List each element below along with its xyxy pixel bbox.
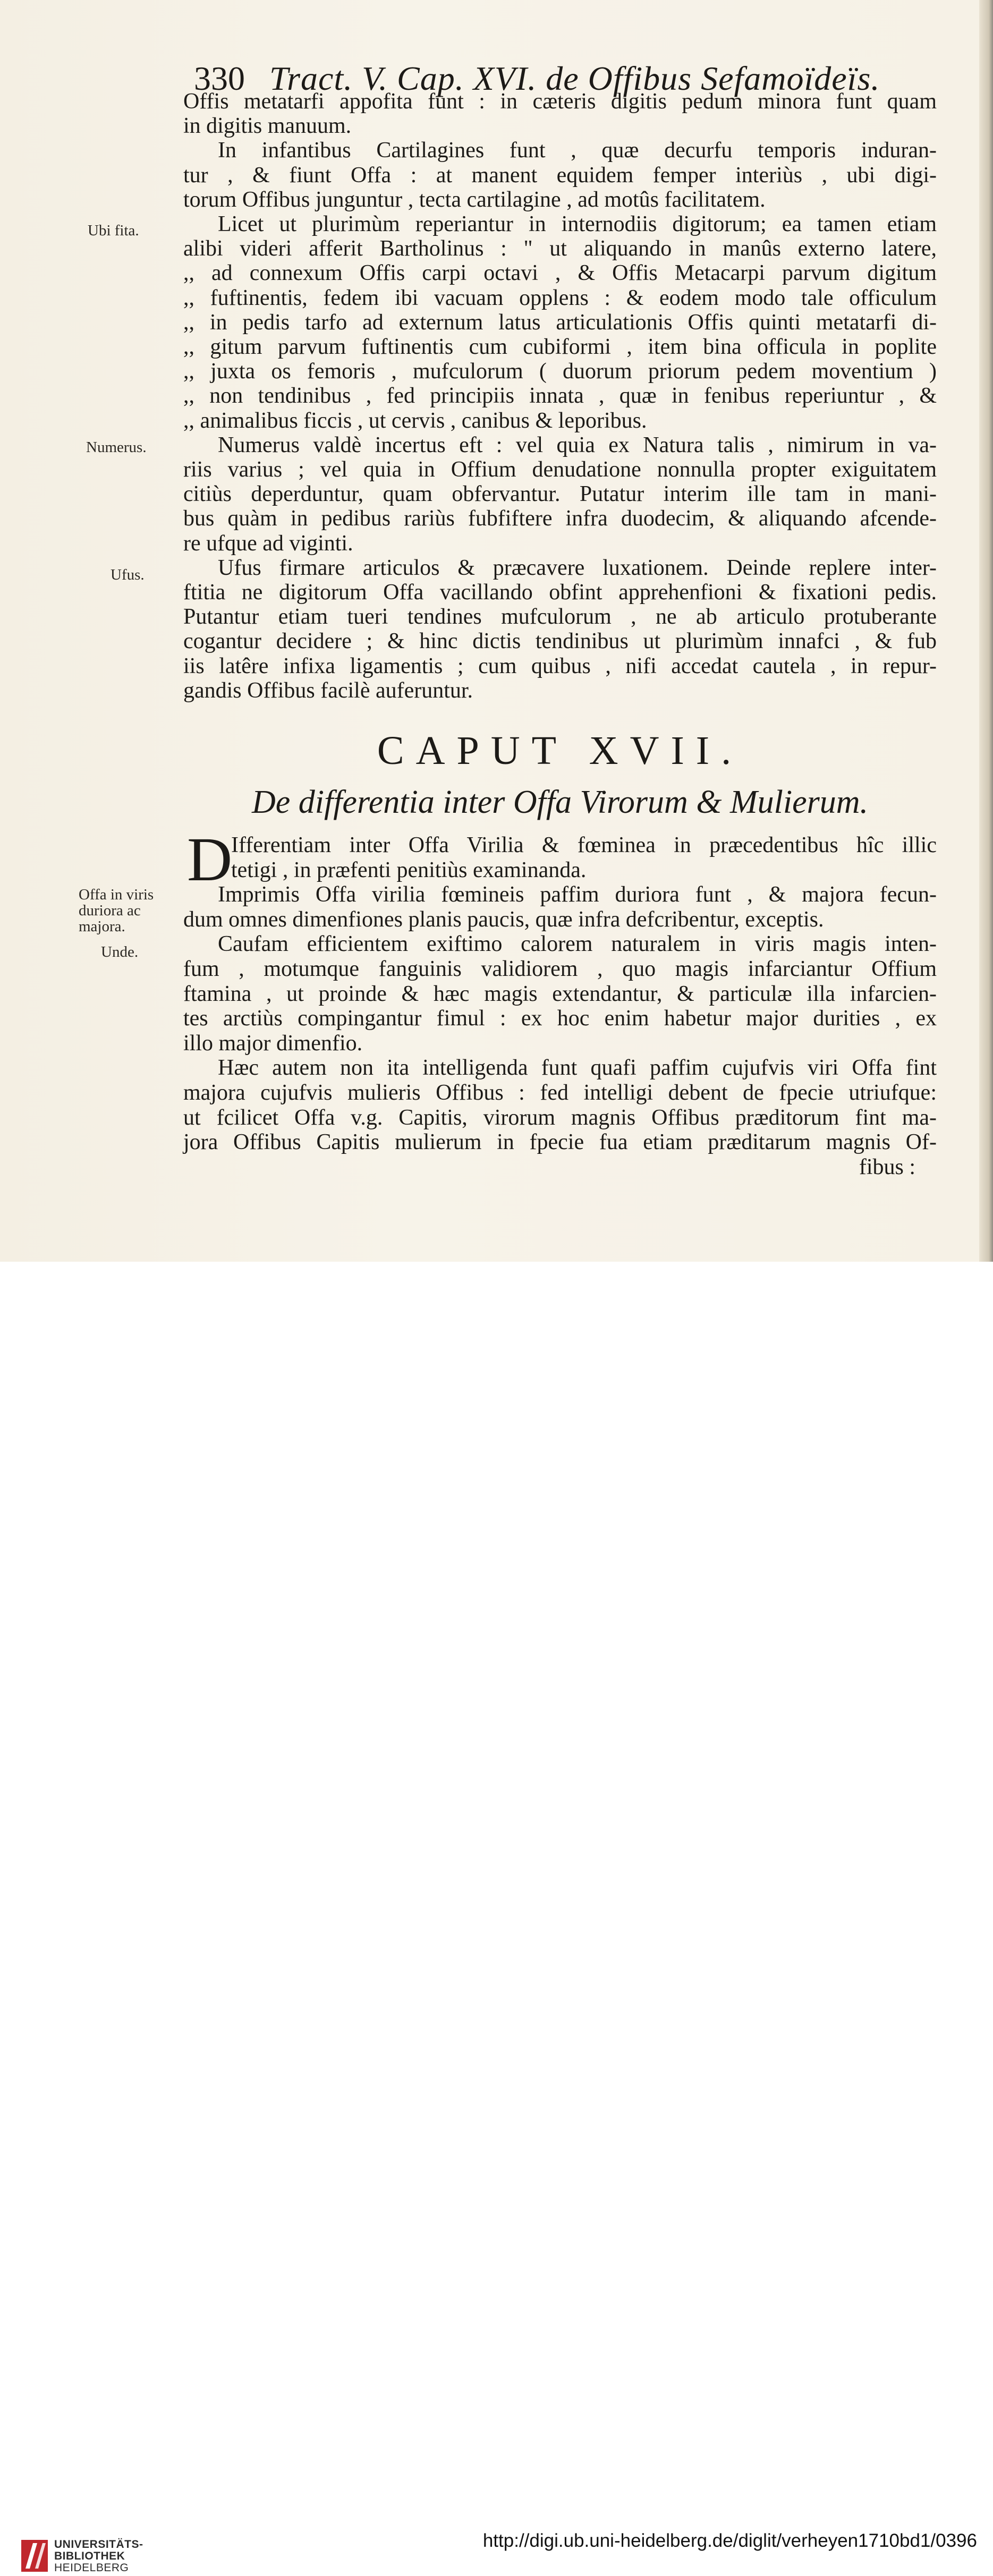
text-line: Offis metatarfi appofita funt : in cæteris digitis pedum minora funt quam — [183, 89, 937, 114]
text-line: citiùs deperduntur, quam obfervantur. Putatur interim ille tam in mani- — [183, 482, 937, 507]
text-line: dum omnes dimenfiones planis paucis, quæ infra defcribentur, exceptis. — [183, 907, 824, 932]
text-line: majora cujufvis mulieris Offibus : fed intelligi debent de fpecie utriufque: — [183, 1080, 937, 1105]
chapter-heading: CAPUT XVII. — [377, 728, 743, 773]
text-line: riis varius ; vel quia in Offium denudatione nonnulla propter exiguitatem — [183, 457, 937, 482]
text-line: re ufque ad viginti. — [183, 531, 353, 556]
text-line: in digitis manuum. — [183, 114, 352, 139]
margin-note-ubi-sita: Ubi fita. — [88, 222, 139, 239]
text-line: Imprimis Offa virilia fœmineis paffim duriora funt , & majora fecun- — [218, 882, 937, 907]
text-line: ,, fuftinentis, fedem ibi vacuam opplens : & eodem modo tale officulum — [183, 285, 937, 310]
paragraph-9 — [183, 1056, 937, 1179]
text-line: Hæc autem non ita intelligenda funt quafi paffim cujufvis viri Offa fint — [218, 1056, 937, 1081]
text-line: ,, in pedis tarfo ad externum latus articulationis Offis quinti metatarfi di- — [183, 310, 937, 335]
running-title: Tract. V. Cap. XVI. de Offibus Sefamoïdeïs. — [269, 59, 880, 97]
text-line: Putantur etiam tueri tendines mufculorum , ne ab articulo protuberante — [183, 605, 937, 630]
text-line: In infantibus Cartilagines funt , quæ decurfu temporis induran- — [218, 138, 937, 163]
library-name — [54, 2539, 143, 2574]
margin-note-offa-viris-3: majora. — [79, 918, 125, 935]
library-name-line-2: BIBLIOTHEK — [54, 2550, 125, 2562]
paragraph-1 — [183, 89, 937, 138]
text-line: ,, non tendinibus , fed principiis innata , quæ in fenibus reperiuntur , & — [183, 384, 937, 409]
text-line: iis latêre infixa ligamentis ; cum quibus , nifi accedat cautela , in repur- — [183, 653, 937, 678]
text-line: tes arctiùs compingantur fimul : ex hoc enim habetur major durities , ex — [183, 1006, 937, 1031]
paragraph-6 — [183, 833, 937, 882]
text-line: alibi videri afferit Bartholinus : " ut aliquando in manûs externo latere, — [183, 236, 937, 261]
margin-note-usus: Ufus. — [111, 566, 145, 583]
margin-note-offa-viris-1: Offa in viris — [79, 886, 154, 903]
paragraph-5 — [183, 556, 937, 703]
library-logo-icon — [21, 2536, 48, 2576]
chapter-subtitle: De differentia inter Offa Virorum & Mulierum. — [251, 784, 869, 820]
text-line: ut fcilicet Offa v.g. Capitis, virorum magnis Offibus præditorum fint ma- — [183, 1105, 937, 1130]
text-line: ,, ad connexum Offis carpi octavi , & Offis Metacarpi parvum digitum — [183, 261, 937, 286]
text-line: tetigi , in præfenti penitiùs examinanda. — [231, 857, 587, 882]
text-line: ftamina , ut proinde & hæc magis extendantur, & particulæ illa infarcien- — [183, 981, 937, 1006]
paragraph-4 — [183, 433, 937, 556]
text-line: fum , motumque fanguinis validiorem , quo magis infarciantur Offium — [183, 956, 937, 981]
library-name-line-3: HEIDELBERG — [54, 2562, 129, 2574]
margin-note-numerus: Numerus. — [86, 439, 147, 456]
text-line: Ifferentiam inter Offa Virilia & fœminea in præcedentibus hîc illic — [231, 833, 937, 857]
text-line: fibus : — [859, 1154, 915, 1179]
body-text-section-2 — [183, 824, 937, 1179]
text-line: ,, juxta os femoris , mufculorum ( duorum priorum pedem moventium ) — [183, 359, 937, 384]
page-number: 330 — [194, 59, 245, 97]
text-line: Licet ut plurimùm reperiantur in internodiis digitorum; ea tamen etiam — [218, 212, 937, 237]
text-line: cogantur decidere ; & hinc dictis tendinibus ut plurimùm innafci , & fub — [183, 629, 937, 654]
text-line: illo major dimenfio. — [183, 1031, 363, 1056]
margin-note-offa-viris-2: duriora ac — [79, 902, 141, 919]
page-edge-shadow — [979, 0, 993, 1262]
text-line: tur , & fiunt Offa : at manent equidem femper interiùs , ubi digi- — [183, 163, 937, 188]
text-line: gandis Offibus facilè auferuntur. — [183, 678, 473, 703]
paragraph-2 — [183, 138, 937, 212]
text-line: torum Offibus junguntur , tecta cartilagine , ad motûs facilitatem. — [183, 187, 766, 212]
text-line: ,, gitum parvum fuftinentis cum cubiformi , item bina officula in poplite — [183, 335, 937, 360]
source-url-link[interactable]: http://digi.ub.uni-heidelberg.de/diglit/verheyen1710bd1/0396 — [482, 2530, 977, 2551]
body-text-section-1 — [183, 89, 937, 703]
text-line: ,, animalibus ficcis , ut cervis , canibus & leporibus. — [183, 408, 647, 433]
text-line: ftitia ne digitorum Offa vacillando obfint apprehenfioni & fixationi pedis. — [183, 580, 937, 605]
paragraph-8 — [183, 932, 937, 1056]
paragraph-3 — [183, 212, 937, 433]
library-name-line-1: UNIVERSITÄTS- — [54, 2538, 143, 2551]
margin-note-unde: Unde. — [101, 943, 139, 960]
drop-cap: D — [187, 824, 233, 894]
scanned-page — [0, 0, 993, 1262]
text-line: Caufam efficientem exiftimo calorem naturalem in viris magis inten- — [218, 932, 937, 957]
text-line: Numerus valdè incertus eft : vel quia ex Natura talis , nimirum in va- — [218, 432, 937, 457]
text-line: bus quàm in pedibus rariùs fubfiftere infra duodecim, & aliquando afcende- — [183, 506, 937, 531]
text-line: Ufus firmare articulos & præcavere luxationem. Deinde replere inter- — [218, 555, 937, 580]
text-line: jora Offibus Capitis mulierum in fpecie fua etiam præditarum magnis Of- — [183, 1130, 937, 1155]
paragraph-7 — [183, 882, 937, 932]
digitization-footer — [0, 1262, 993, 2574]
